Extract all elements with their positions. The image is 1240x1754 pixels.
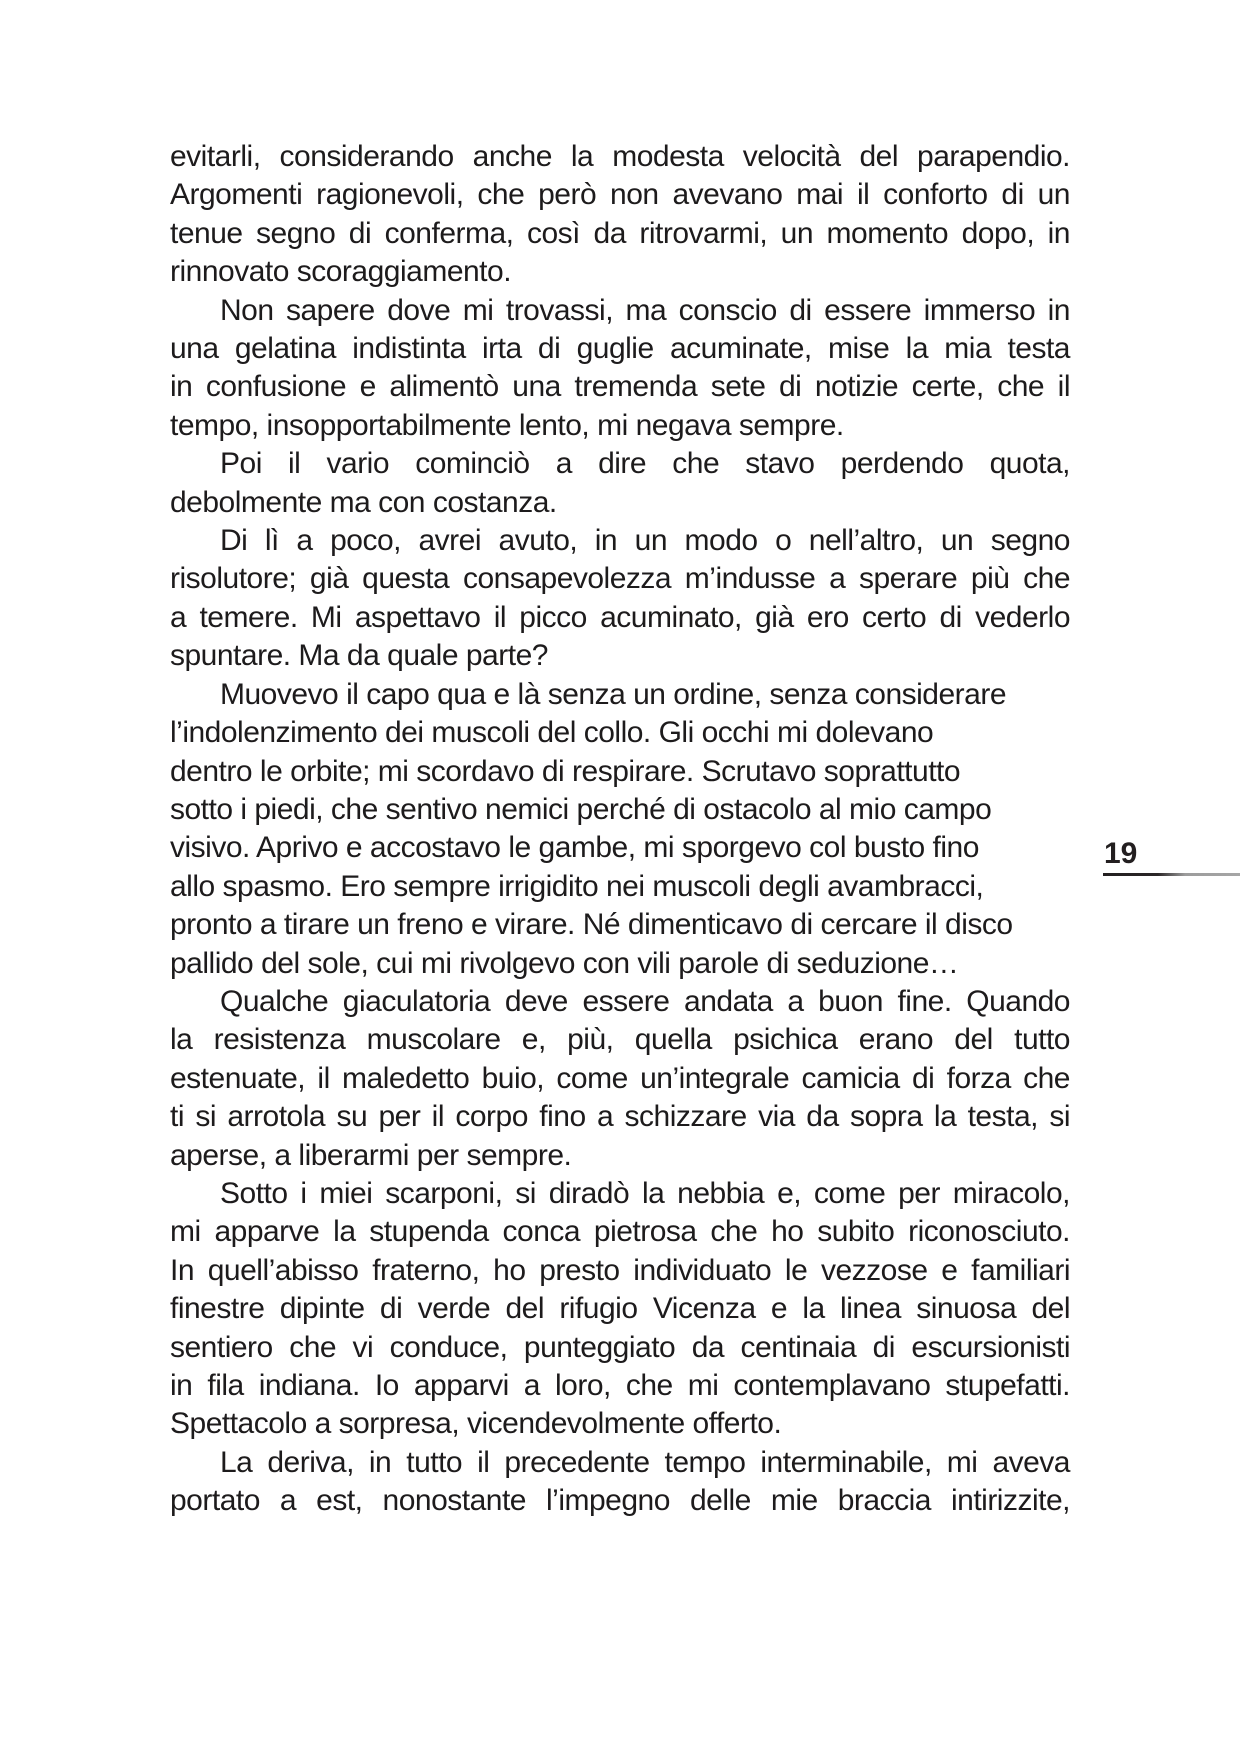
text-line: debolmente ma con costanza. [170,485,557,519]
text-line: dentro le orbite; mi scordavo di respirare. Scrutavo soprattutto [170,754,961,788]
paragraph [170,1444,1070,1521]
text-line: Sotto i miei scarponi, si diradò la nebbia e, come per miracolo, [220,1176,1070,1210]
text-line: in confusione e alimentò una tremenda sete di notizie certe, che il [170,370,1070,404]
text-line: Di lì a poco, avrei avuto, in un modo o nell’altro, un segno [220,524,1070,558]
text-line: estenuate, il maledetto buio, come un’integrale camicia di forza che [170,1061,1070,1095]
text-line: spuntare. Ma da quale parte? [170,639,548,673]
text-line: Non sapere dove mi trovassi, ma conscio di essere immerso in [220,293,1070,327]
text-line: Qualche giaculatoria deve essere andata a buon fine. Quando [220,984,1070,1018]
text-line: una gelatina indistinta irta di guglie acuminate, mise la mia testa [170,332,1070,366]
text-line: a temere. Mi aspettavo il picco acuminato, già ero certo di vederlo [170,600,1070,634]
text-line: pronto a tirare un freno e virare. Né dimenticavo di cercare il disco [170,908,1013,942]
text-line: mi apparve la stupenda conca pietrosa che ho subito riconosciuto. [170,1215,1070,1249]
text-line: aperse, a liberarmi per sempre. [170,1138,572,1172]
text-line: pallido del sole, cui mi rivolgevo con vili parole di seduzione… [170,946,959,980]
text-line: la resistenza muscolare e, più, quella psichica erano del tutto [170,1023,1070,1057]
text-line: rinnovato scoraggiamento. [170,255,512,289]
text-line: In quell’abisso fraterno, ho presto individuato le vezzose e familiari [170,1253,1070,1287]
text-line: sotto i piedi, che sentivo nemici perché di ostacolo al mio campo [170,792,992,826]
paragraph [170,983,1070,1175]
page-number: 19 [1104,837,1138,870]
text-line: La deriva, in tutto il precedente tempo interminabile, mi aveva [220,1445,1070,1479]
paragraph [170,522,1070,676]
text-line: tenue segno di conferma, così da ritrovarmi, un momento dopo, in [170,216,1070,250]
text-line: allo spasmo. Ero sempre irrigidito nei muscoli degli avambracci, [170,869,984,903]
text-line: l’indolenzimento dei muscoli del collo. Gli occhi mi dolevano [170,716,934,750]
text-line: portato a est, nonostante l’impegno delle mie braccia intirizzite, [170,1484,1070,1518]
text-line: sentiero che vi conduce, punteggiato da centinaia di escursionisti [170,1330,1070,1364]
text-line: finestre dipinte di verde del rifugio Vicenza e la linea sinuosa del [170,1292,1070,1326]
page-number-rule [1103,873,1240,876]
body-text [170,138,1070,1521]
text-line: in fila indiana. Io apparvi a loro, che mi contemplavano stupefatti. [170,1369,1070,1402]
text-line: risolutore; già questa consapevolezza m’indusse a sperare più che [170,562,1070,596]
text-line: Muovevo il capo qua e là senza un ordine, senza considerare [220,677,1007,711]
paragraph [170,292,1070,446]
text-line: Argomenti ragionevoli, che però non avevano mai il conforto di un [170,178,1070,212]
paragraph [170,138,1070,292]
text-line: Poi il vario cominciò a dire che stavo perdendo quota, [220,447,1070,481]
text-line: ti si arrotola su per il corpo fino a schizzare via da sopra la testa, si [170,1100,1070,1134]
paragraph [170,445,1070,522]
text-line: Spettacolo a sorpresa, vicendevolmente offerto. [170,1407,782,1441]
paragraph [170,1175,1070,1444]
text-line: visivo. Aprivo e accostavo le gambe, mi sporgevo col busto fino [170,831,979,865]
text-line: tempo, insopportabilmente lento, mi negava sempre. [170,408,844,442]
text-line: evitarli, considerando anche la modesta velocità del parapendio. [170,140,1070,173]
paragraph [170,676,1070,983]
